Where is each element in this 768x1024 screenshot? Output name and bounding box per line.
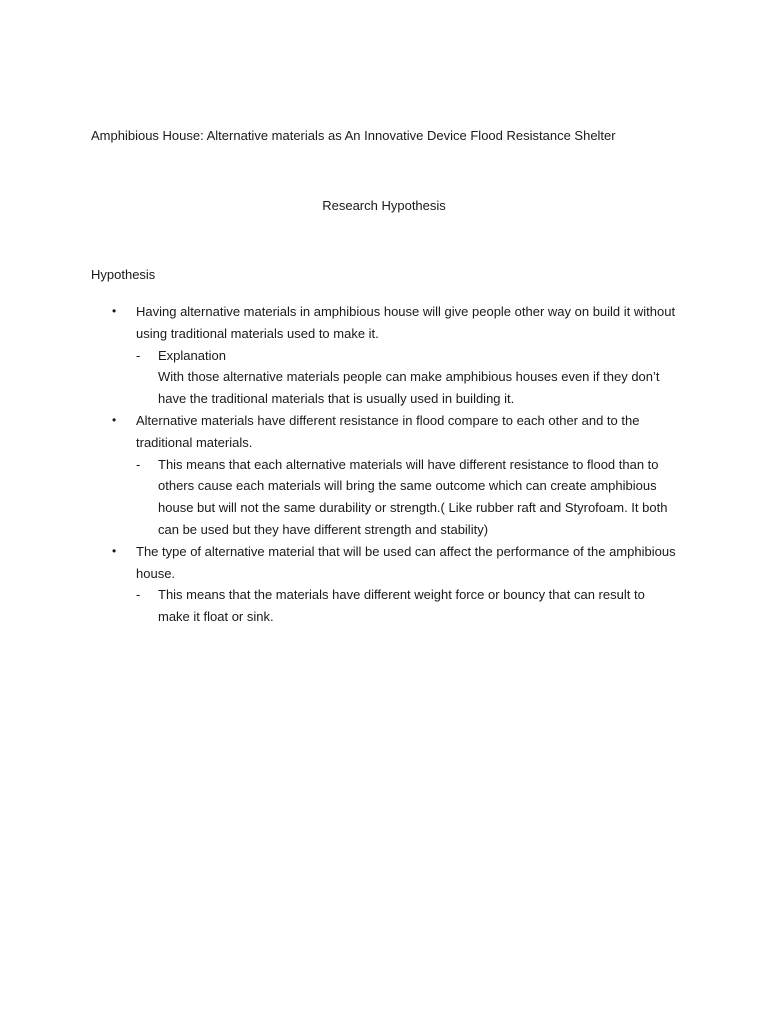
sub-item (136, 454, 678, 541)
bullet-icon: • (112, 543, 117, 558)
hypothesis-list (0, 301, 768, 628)
bullet-icon: • (112, 412, 117, 427)
document-title: Amphibious House: Alternative materials as An Innovative Device Flood Resistance Shelter (91, 128, 616, 143)
explanation-text: With those alternative materials people can make amphibious houses even if they don’t have the traditional materials that is usually used in building it. (158, 369, 660, 407)
hypothesis-heading: Hypothesis (91, 267, 156, 282)
sub-item (136, 584, 678, 628)
hypothesis-text: Having alternative materials in amphibious house will give people other way on build it without using traditional materials used to make it. (136, 304, 676, 341)
bullet-icon: • (112, 304, 117, 318)
hypothesis-text: The type of alternative material that will be used can affect the performance of the amphibious house. (136, 543, 676, 581)
sub-text: This means that each alternative materials will have different resistance to flood than to others cause each materials will bring the same outcome which can create amphibious house but will not the same durability or strength.( Like rubber raft and Styrofoam. It both can be used but they have different strength and stability) (158, 456, 668, 537)
dash-icon: - (136, 347, 141, 363)
section-title: Research Hypothesis (322, 198, 446, 213)
explanation-label: Explanation (158, 347, 226, 363)
dash-icon: - (136, 587, 141, 603)
sub-list (136, 584, 676, 628)
hypothesis-text: Alternative materials have different resistance in flood compare to each other and to the traditional materials. (136, 412, 640, 450)
dash-icon: - (136, 456, 141, 472)
sub-list (136, 345, 676, 410)
sub-list (136, 454, 676, 541)
sub-text: This means that the materials have different weight force or bouncy that can result to make it float or sink. (158, 587, 645, 625)
hypothesis-item-1 (0, 301, 676, 410)
hypothesis-item-3 (0, 541, 676, 628)
sub-item-explanation (136, 345, 678, 410)
hypothesis-item-2 (0, 410, 676, 541)
